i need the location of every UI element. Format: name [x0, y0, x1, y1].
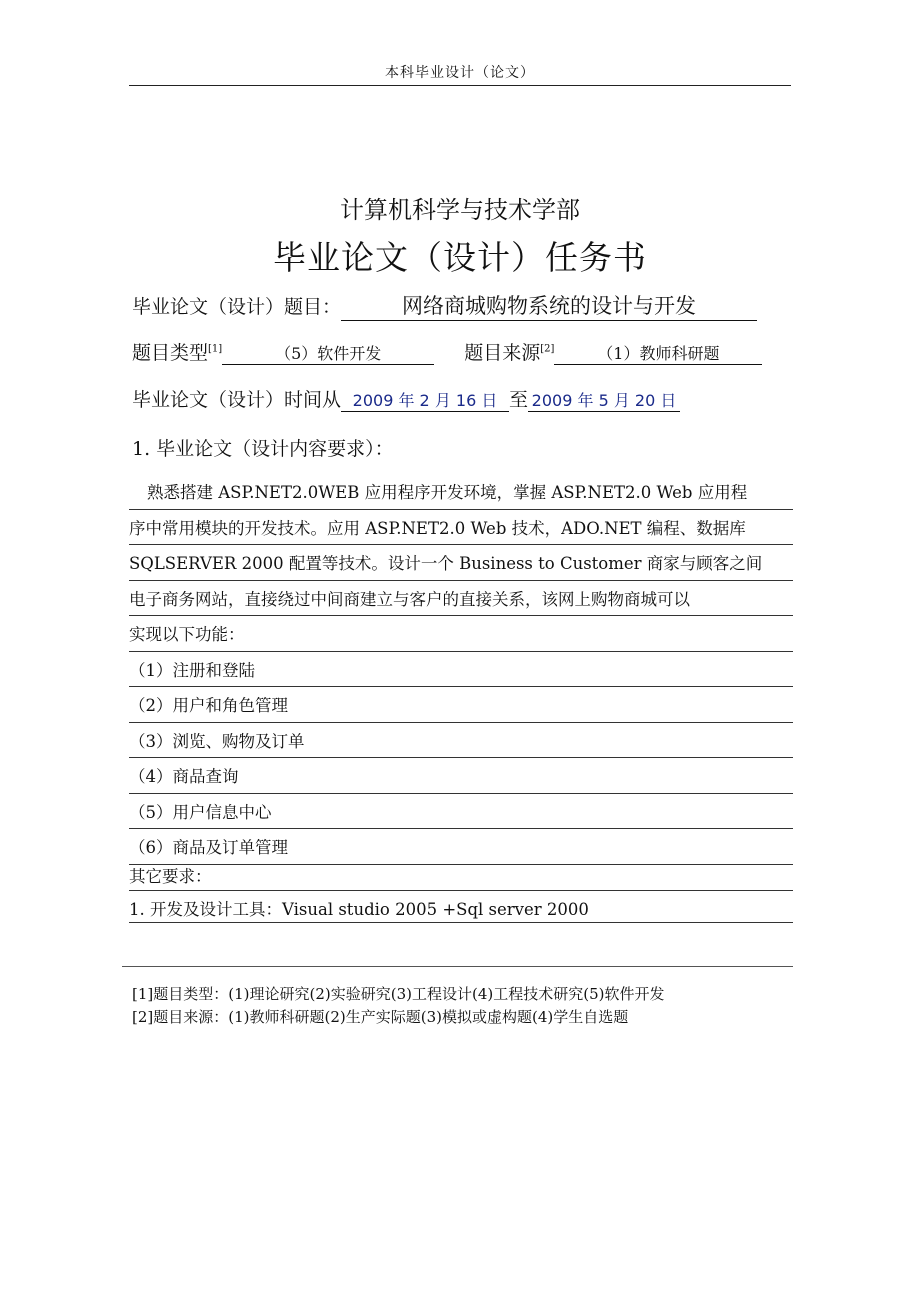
period-end: 2009 年 5 月 20 日: [528, 388, 680, 412]
list-item: （5）用户信息中心: [129, 794, 793, 830]
footnote-1: [1]题目类型：(1)理论研究(2)实验研究(3)工程设计(4)工程技术研究(5)软件开发: [132, 985, 665, 1003]
period-row: [132, 385, 680, 412]
topic-value: 网络商城购物系统的设计与开发: [341, 290, 757, 321]
list-item: （6）商品及订单管理: [129, 829, 793, 865]
list-item: （1）注册和登陆: [129, 652, 793, 688]
topic-source-note: [2]: [540, 343, 555, 355]
document-title: 毕业论文（设计）任务书: [273, 238, 647, 277]
content-line: 实现以下功能：: [129, 616, 793, 652]
topic-type-note: [1]: [208, 343, 223, 355]
topic-source-label: 题目来源: [464, 342, 541, 364]
header-rule: [129, 85, 791, 86]
topic-label: 毕业论文（设计）题目：: [132, 296, 342, 318]
footnote-rule: [122, 966, 793, 967]
period-to: 至: [509, 389, 529, 411]
list-item: （3）浏览、购物及订单: [129, 723, 793, 759]
topic-type-label: 题目类型: [132, 342, 209, 364]
topic-source-value: （1）教师科研题: [554, 341, 762, 365]
other-requirements-heading: 其它要求：: [129, 860, 793, 891]
list-item: （2）用户和角色管理: [129, 687, 793, 723]
section1-heading: 1. 毕业论文（设计内容要求）：: [132, 438, 394, 460]
footnote-2: [2]题目来源：(1)教师科研题(2)生产实际题(3)模拟或虚构题(4)学生自选题: [132, 1008, 629, 1026]
content-line: 序中常用模块的开发技术。应用 ASP.NET2.0 Web 技术，ADO.NET 编程、数据库: [129, 510, 793, 546]
running-header: 本科毕业设计（论文）: [385, 65, 535, 81]
content-line: 熟悉搭建 ASP.NET2.0WEB 应用程序开发环境，掌握 ASP.NET2.0 Web 应用程: [129, 474, 793, 510]
topic-type-value: （5）软件开发: [222, 341, 434, 365]
topic-row: [132, 290, 757, 321]
content-line: 电子商务网站，直接绕过中间商建立与客户的直接关系，该网上购物商城可以: [129, 581, 793, 617]
list-item: （4）商品查询: [129, 758, 793, 794]
tools-requirement: 1. 开发及设计工具：Visual studio 2005 +Sql server 2000: [129, 891, 793, 923]
type-source-row: [132, 338, 762, 365]
content-line: SQLSERVER 2000 配置等技术。设计一个 Business to Customer 商家与顾客之间: [129, 545, 793, 581]
department-title: 计算机科学与技术学部: [340, 196, 580, 224]
period-label: 毕业论文（设计）时间从: [132, 389, 342, 411]
period-start: 2009 年 2 月 16 日: [341, 388, 509, 412]
